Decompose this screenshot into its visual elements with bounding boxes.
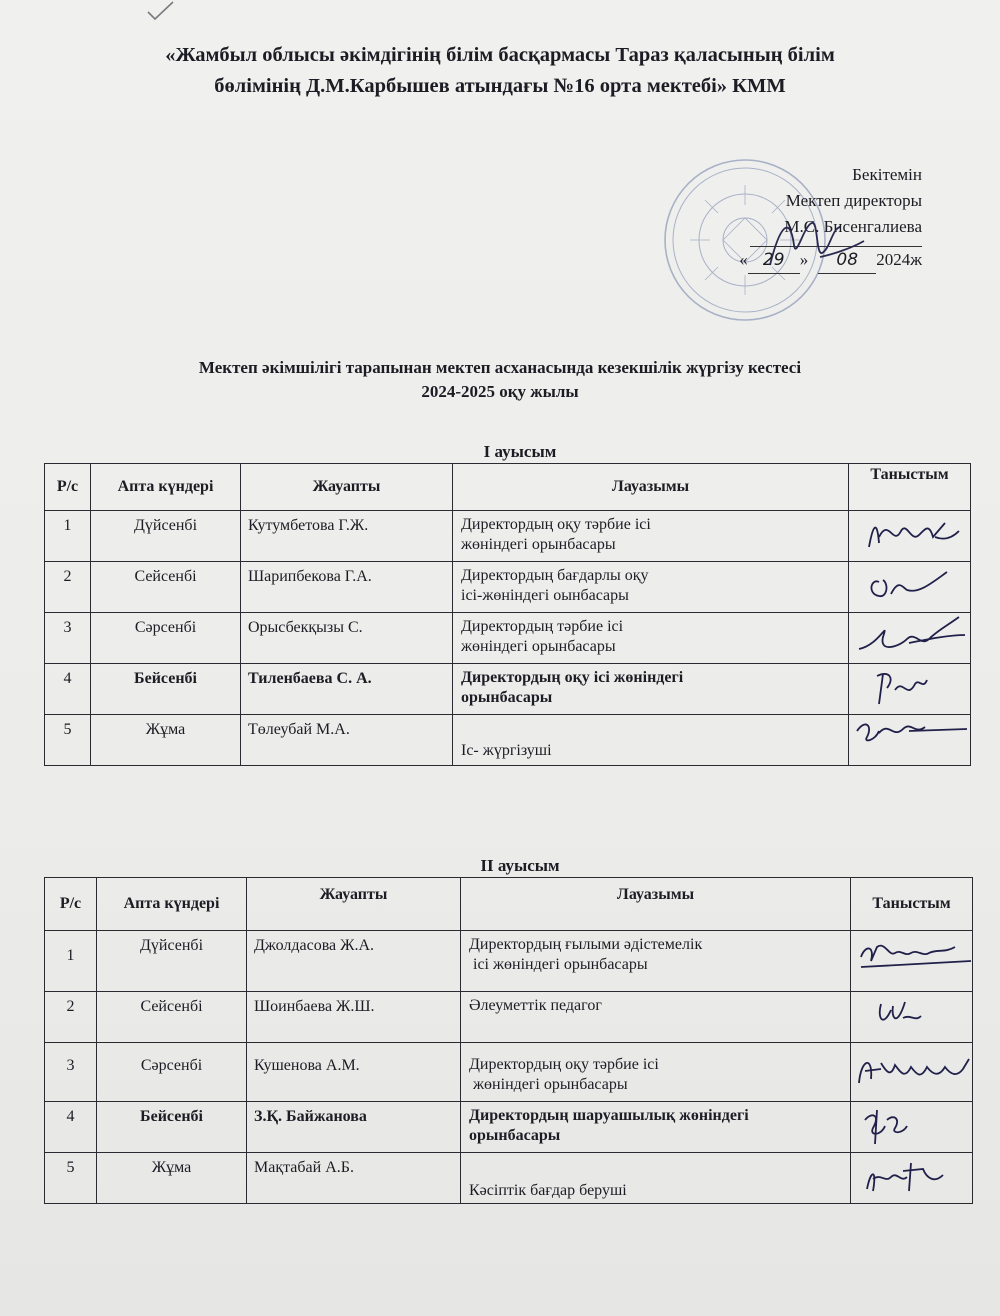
header-line-1: «Жамбыл облысы әкімдігінің білім басқармасы Тараз қаласының білім <box>165 44 835 66</box>
row-responsible: Кушенова А.М. <box>247 1043 461 1102</box>
signature-cell <box>851 1153 973 1204</box>
row-position <box>461 1043 851 1102</box>
date-open-quote: « <box>739 250 748 269</box>
table-row <box>45 1043 973 1102</box>
row-responsible: Кутумбетова Г.Ж. <box>241 511 453 562</box>
row-position <box>461 1102 851 1153</box>
row-num: 3 <box>45 1043 97 1102</box>
position-line-1: Директордың оқу ісі жөніндегі <box>461 669 684 686</box>
date-close-quote: » <box>799 250 809 269</box>
position-line-1: Әлеуметтік педагог <box>469 997 602 1014</box>
table-row <box>45 613 971 664</box>
signature-cell <box>849 613 971 664</box>
signature-icon <box>849 507 971 557</box>
row-position <box>453 715 849 766</box>
row-responsible: Төлеубай М.А. <box>241 715 453 766</box>
signature-icon <box>851 927 973 979</box>
row-num: 1 <box>45 931 97 992</box>
col-day-header: Апта күндері <box>91 464 241 511</box>
row-day: Сәрсенбі <box>91 613 241 664</box>
row-responsible: З.Қ. Байжанова <box>247 1102 461 1153</box>
row-day: Бейсенбі <box>91 664 241 715</box>
signature-icon <box>849 558 971 608</box>
signature-icon <box>849 609 971 659</box>
col-num-header: Р/с <box>45 878 97 931</box>
position-line-2: ісі-жөніндегі оынбасары <box>461 587 629 604</box>
row-day: Сейсенбі <box>91 562 241 613</box>
position-line-1 <box>469 1157 850 1177</box>
shift-2-title: ІІ ауысым <box>480 856 560 875</box>
shift-1-title: І ауысым <box>483 442 557 461</box>
director-signature-icon <box>760 205 870 285</box>
col-responsible-header: Жауапты <box>241 464 453 511</box>
signature-cell <box>849 562 971 613</box>
signature-icon <box>851 1039 973 1095</box>
checkmark-icon <box>146 0 176 22</box>
position-line-1: Директордың ғылыми әдістемелік <box>469 936 703 953</box>
school-header <box>60 40 940 102</box>
signature-icon <box>851 1149 973 1199</box>
schedule-title-line-2: 2024-2025 оқу жылы <box>421 382 579 401</box>
shift-2-table <box>44 877 973 1204</box>
signature-cell <box>849 715 971 766</box>
position-line-1: Директордың бағдарлы оқу <box>461 567 649 584</box>
row-day: Жұма <box>97 1153 247 1204</box>
row-num: 1 <box>45 511 91 562</box>
table-row <box>45 931 973 992</box>
signature-cell <box>849 664 971 715</box>
row-num: 3 <box>45 613 91 664</box>
table-header-row <box>45 464 971 511</box>
row-day: Дүйсенбі <box>97 931 247 992</box>
row-num: 4 <box>45 1102 97 1153</box>
position-line-2: ісі жөніндегі орынбасары <box>473 956 648 973</box>
row-responsible: Шарипбекова Г.А. <box>241 562 453 613</box>
approval-role: Мектеп директоры <box>785 191 922 210</box>
approval-name: М.С. Бисенгалиева <box>784 217 922 236</box>
row-day: Бейсенбі <box>97 1102 247 1153</box>
position-line-2: Кәсіптік бағдар беруші <box>469 1182 627 1199</box>
table-row <box>45 1153 973 1204</box>
position-line-1 <box>461 719 848 739</box>
table-row <box>45 715 971 766</box>
signature-cell <box>849 511 971 562</box>
header-line-2: бөлімінің Д.М.Карбышев атындағы №16 орта мектебі» КММ <box>214 75 786 97</box>
col-acknowledged-header: Таныстым <box>849 464 971 511</box>
signature-icon <box>849 711 971 761</box>
table-row <box>45 562 971 613</box>
shift-1-table <box>44 463 971 766</box>
approval-label: Бекітемін <box>852 165 922 184</box>
row-position <box>453 664 849 715</box>
row-num: 2 <box>45 562 91 613</box>
position-line-1: Директордың оқу тәрбие ісі <box>461 516 651 533</box>
table-row <box>45 511 971 562</box>
col-position-header: Лауазымы <box>453 464 849 511</box>
date-month: 08 <box>818 247 876 274</box>
row-position <box>461 992 851 1043</box>
signature-cell <box>851 992 973 1043</box>
row-day: Сейсенбі <box>97 992 247 1043</box>
position-line-2: орынбасары <box>469 1127 561 1144</box>
row-position <box>453 613 849 664</box>
signature-cell <box>851 1043 973 1102</box>
table-row <box>45 992 973 1043</box>
row-num: 5 <box>45 715 91 766</box>
schedule-title <box>100 356 900 404</box>
row-responsible: Орысбекқызы С. <box>241 613 453 664</box>
date-day: 29 <box>748 247 800 274</box>
row-day: Сәрсенбі <box>97 1043 247 1102</box>
row-position <box>453 562 849 613</box>
row-responsible: Шоинбаева Ж.Ш. <box>247 992 461 1043</box>
signature-icon <box>851 988 973 1038</box>
row-responsible: Мақтабай А.Б. <box>247 1153 461 1204</box>
row-day: Дүйсенбі <box>91 511 241 562</box>
col-position-header: Лауазымы <box>461 878 851 931</box>
position-line-1: Директордың оқу тәрбие ісі <box>469 1056 659 1073</box>
row-responsible: Тиленбаева С. А. <box>241 664 453 715</box>
position-line-1: Директордың шаруашылық жөніндегі <box>469 1107 749 1124</box>
signature-cell <box>851 931 973 992</box>
position-line-2: Іс- жүргізуші <box>461 742 552 759</box>
position-line-2: жөніндегі орынбасары <box>473 1076 628 1093</box>
row-position <box>453 511 849 562</box>
col-acknowledged-header: Таныстым <box>851 878 973 931</box>
schedule-title-line-1: Мектеп әкімшілігі тарапынан мектеп асханасында кезекшілік жүргізу кестесі <box>198 358 802 377</box>
table-header-row <box>45 878 973 931</box>
signature-cell <box>851 1102 973 1153</box>
row-num: 5 <box>45 1153 97 1204</box>
signature-icon <box>849 660 971 710</box>
row-num: 2 <box>45 992 97 1043</box>
signature-icon <box>851 1098 973 1148</box>
table-row <box>45 1102 973 1153</box>
row-position <box>461 931 851 992</box>
row-position <box>461 1153 851 1204</box>
row-day: Жұма <box>91 715 241 766</box>
date-year: 2024ж <box>876 250 922 269</box>
position-line-2: жөніндегі орынбасары <box>461 638 616 655</box>
col-day-header: Апта күндері <box>97 878 247 931</box>
row-num: 4 <box>45 664 91 715</box>
position-line-1: Директордың тәрбие ісі <box>461 618 624 635</box>
position-line-2: орынбасары <box>461 689 553 706</box>
col-responsible-header: Жауапты <box>247 878 461 931</box>
position-line-2: жөніндегі орынбасары <box>461 536 616 553</box>
row-responsible: Джолдасова Ж.А. <box>247 931 461 992</box>
col-num-header: Р/с <box>45 464 91 511</box>
table-row <box>45 664 971 715</box>
